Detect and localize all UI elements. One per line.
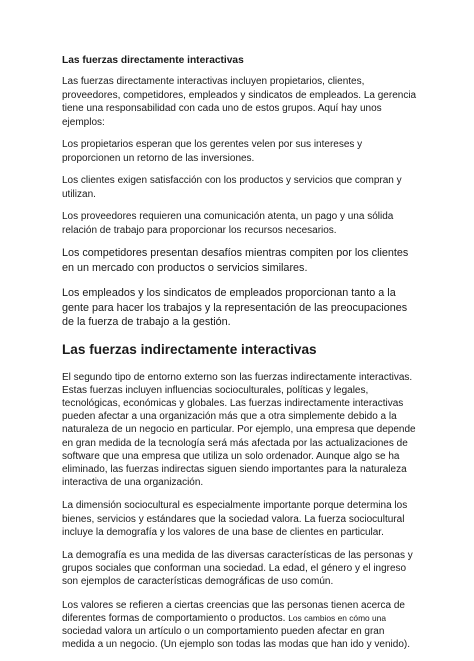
paragraph-indirect-forces-intro: El segundo tipo de entorno externo son las fuerzas indirectamente interactivas. Estas fuerzas incluyen influencias socioculturales, políticas y legales, tecnológicas, económicas y globales. Las fuerzas indirectamente interactivas pueden afectar a una organización más que a otra simplemente debido a la naturaleza de un negocio en particular. Por ejemplo, una empresa que depende en gran medida de la tecnología será más afectada por las actualizaciones de software que una empresa que utiliza un solo ordenador. Aunque algo se ha eliminado, las fuerzas indirectas siguen siendo importantes para la naturaleza interactiva de una organización. — [62, 371, 416, 489]
paragraph-values-text-c: sociedad valora un artículo o un comportamiento pueden afectar en gran medida a un negocio. (Un ejemplo son todas las modas que han ido y venido). — [62, 625, 410, 651]
paragraph-values-text-a: Los valores se refieren a ciertas creencias que las personas tienen acerca de diferentes formas de comportamiento o productos. — [62, 599, 405, 624]
document-content — [62, 54, 418, 661]
paragraph-suppliers-example: Los proveedores requieren una comunicación atenta, un pago y una sólida relación de trabajo para proporcionar los recursos necesarios. — [62, 211, 394, 236]
section-heading-indirect-forces: Las fuerzas indirectamente interactivas — [62, 341, 317, 357]
section-heading-direct-forces: Las fuerzas directamente interactivas — [62, 55, 244, 66]
paragraph-values-text-b: Los cambios en cómo una — [288, 612, 386, 623]
paragraph-competitors-example: Los competidores presentan desafíos mientras compiten por los clientes en un mercado con productos o servicios similares. — [62, 247, 409, 274]
paragraph-clients-example: Los clientes exigen satisfacción con los productos y servicios que compran y utilizan. — [62, 175, 402, 200]
paragraph-direct-forces-intro: Las fuerzas directamente interactivas incluyen propietarios, clientes, proveedores, competidores, empleados y sindicatos de empleados. La gerencia tiene una responsabilidad con cada uno de estos grupos. Aquí hay unos ejemplos: — [62, 76, 417, 128]
paragraph-owners-example: Los propietarios esperan que los gerentes velen por sus intereses y proporcionen un retorno de las inversiones. — [62, 139, 363, 164]
paragraph-demographics: La demografía es una medida de las diversas características de las personas y grupos sociales que conforman una sociedad. La edad, el género y el ingreso son ejemplos de características demográficas de uso común. — [62, 549, 413, 588]
paragraph-values — [62, 599, 418, 652]
paragraph-sociocultural: La dimensión sociocultural es especialmente importante porque determina los bienes, servicios y estándares que la sociedad valora. La fuerza sociocultural incluye la demografía y los valores de una base de clientes en particular. — [62, 500, 408, 538]
paragraph-employees-example: Los empleados y los sindicatos de empleados proporcionan tanto a la gente para hacer los trabajos y la representación de las preocupaciones de la fuerza de trabajo a la gestión. — [62, 287, 408, 328]
